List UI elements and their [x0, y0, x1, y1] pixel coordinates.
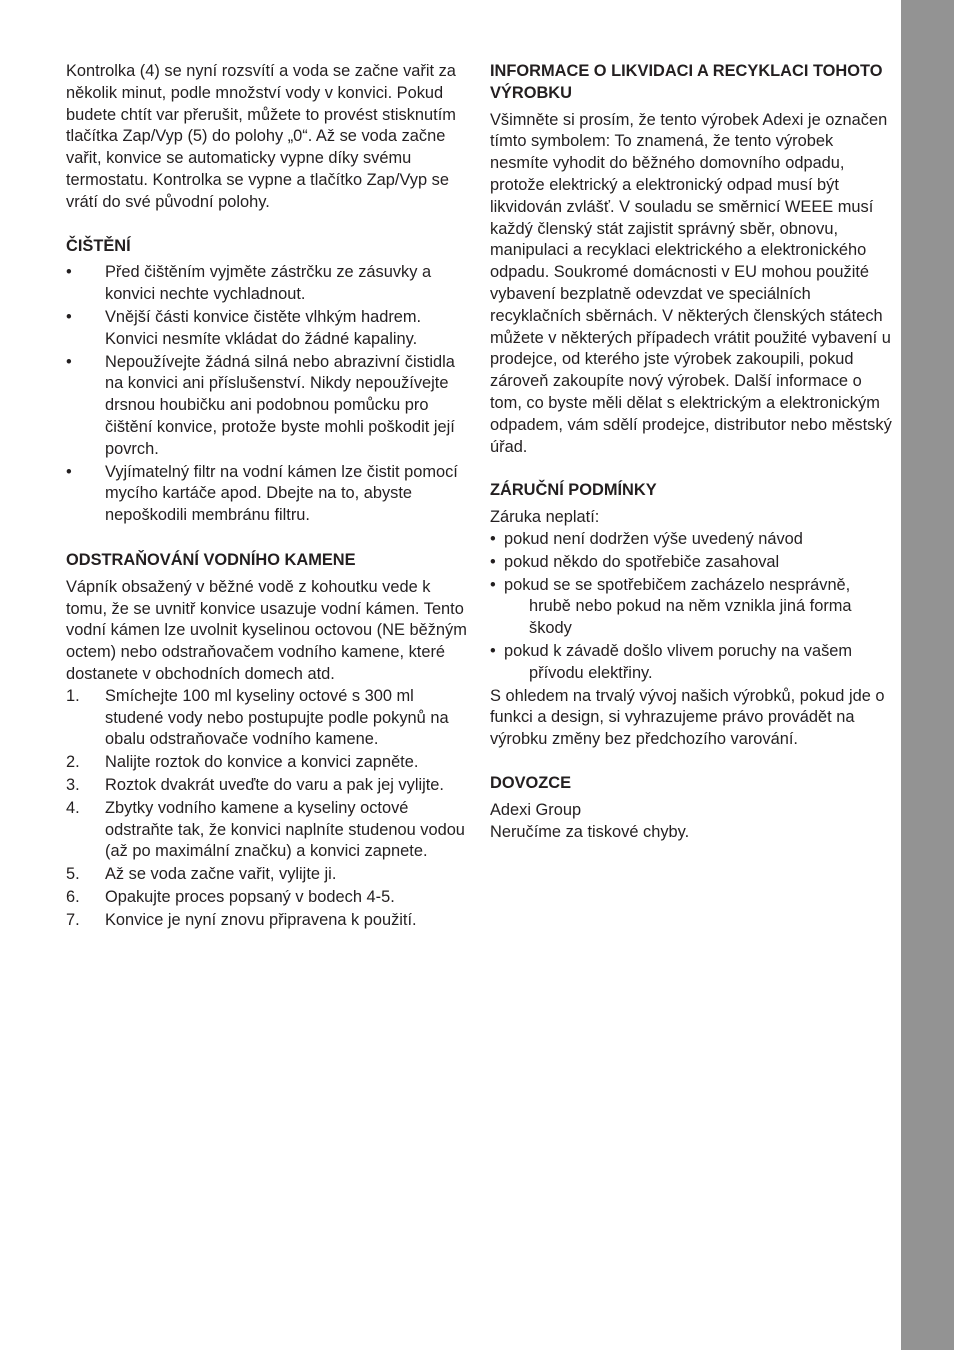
step-number: 4.	[66, 798, 80, 817]
bullet-mark: •	[66, 462, 72, 481]
list-item	[66, 864, 470, 886]
list-item	[490, 575, 892, 640]
step-number: 5.	[66, 865, 80, 884]
step-number: 3.	[66, 775, 80, 794]
list-item-text: pokud není dodržen výše uvedený návod	[504, 529, 803, 548]
step-number: 1.	[66, 686, 80, 705]
list-item	[490, 641, 892, 685]
disposal-paragraph: Všimněte si prosím, že tento výrobek Adexi je označen tímto symbolem: To znamená, že tento výrobek nesmíte vyhodit do běžného domovního odpadu, protože elektrický a elektronický odpad musí být likvidován zvlášť. V souladu se směrnicí WEEE musí každý členský stát zajistit správný sběr, obnovu, manipulaci a recyklaci elektrického a elektronického odpadu. Soukromé domácnosti v EU mohou použité vybavení bezplatně odevzdat ve speciálních recyklačních sběrnách. V některých členských státech můžete v některých případech vrátit použité vybavení u prodejce, od kterého jste výrobek zakoupili, pokud zároveň zakoupíte nový výrobek. Další informace o tom, co byste měli dělat s elektrickým a elektronickým odpadem, vám sdělí prodejce, distributor nebo městský úřad.	[490, 110, 892, 456]
bullet-mark: •	[490, 575, 496, 594]
list-item-text: Nepoužívejte žádná silná nebo abrazivní čistidla na konvici ani příslušenství. Nikdy nepoužívejte drsnou houbičku ani podobnou pomůcku pro čištění konvice, protože byste mohli poškodit její povrch.	[105, 352, 455, 458]
step-number: 7.	[66, 910, 80, 929]
importer-company: Adexi Group	[490, 800, 582, 819]
list-item	[66, 686, 470, 751]
list-item	[66, 352, 470, 461]
step-text: Zbytky vodního kamene a kyseliny octové odstraňte tak, že konvici naplníte studenou vodou (až po maximální značku) a konvici zapnete.	[105, 798, 465, 861]
list-item-text: Před čištěním vyjměte zástrčku ze zásuvky a konvici nechte vychladnout.	[105, 263, 432, 304]
step-text: Smíchejte 100 ml kyseliny octové s 300 ml studené vody nebo postupujte podle pokynů na obalu odstraňovače vodního kamene.	[105, 686, 449, 749]
step-number: 2.	[66, 753, 80, 772]
step-text: Nalijte roztok do konvice a konvici zapněte.	[105, 753, 419, 772]
step-text: Až se voda začne vařit, vylijte ji.	[105, 865, 337, 884]
list-item	[66, 775, 470, 797]
descaling-intro: Vápník obsažený v běžné vodě z kohoutku vede k tomu, že se uvnitř konvice usazuje vodní kámen. Tento vodní kámen lze uvolnit kyselinou octovou (NE běžným octem) nebo odstraňovačem vodního kamene, které dostanete v obchodních domech atd.	[66, 577, 467, 683]
list-item	[66, 262, 470, 306]
list-item	[66, 462, 470, 527]
list-item	[66, 798, 470, 863]
step-number: 6.	[66, 887, 80, 906]
intro-paragraph: Kontrolka (4) se nyní rozsvítí a voda se začne vařit za několik minut, podle množství vody v konvici. Pokud budete chtít var přerušit, můžete to provést stisknutím tlačítka Zap/Vyp (5) do polohy „0“. Až se voda začne vařit, konvice se automaticky vypne díky svému termostatu. Kontrolka se vypne a tlačítko Zap/Vyp se vrátí do své původní polohy.	[66, 62, 456, 211]
list-item-text: Vyjímatelný filtr na vodní kámen lze čistit pomocí mycího kartáče apod. Dbejte na to, abyste nepoškodili membránu filtru.	[105, 462, 458, 525]
bullet-mark: •	[490, 641, 496, 660]
warranty-heading: ZÁRUČNÍ PODMÍNKY	[490, 481, 657, 500]
warranty-list	[490, 529, 892, 685]
list-item	[490, 552, 892, 574]
list-item	[66, 910, 470, 932]
list-item-text: pokud k závadě došlo vlivem poruchy na vašem přívodu elektřiny.	[504, 641, 853, 682]
importer-disclaimer: Neručíme za tiskové chyby.	[490, 822, 690, 841]
list-item-text: pokud někdo do spotřebiče zasahoval	[504, 552, 780, 571]
list-item	[66, 752, 470, 774]
descaling-heading: ODSTRAŇOVÁNÍ VODNÍHO KAMENE	[66, 550, 356, 569]
left-column	[66, 61, 470, 932]
bullet-mark: •	[490, 529, 496, 548]
bullet-mark: •	[66, 352, 72, 371]
disposal-heading: INFORMACE O LIKVIDACI A RECYKLACI TOHOTO VÝROBKU	[490, 62, 883, 102]
step-text: Roztok dvakrát uveďte do varu a pak jej vylijte.	[105, 775, 444, 794]
right-column	[490, 61, 892, 843]
warranty-intro: Záruka neplatí:	[490, 508, 600, 527]
bullet-mark: •	[66, 307, 72, 326]
bullet-mark: •	[490, 552, 496, 571]
page-side-band	[901, 0, 954, 1350]
warranty-outro: S ohledem na trvalý vývoj našich výrobků, pokud jde o funkci a design, si vyhrazujeme právo provádět na výrobku změny bez předchozího varování.	[490, 686, 885, 749]
descaling-steps	[66, 686, 470, 932]
step-text: Konvice je nyní znovu připravena k použití.	[105, 910, 417, 929]
cleaning-list	[66, 262, 470, 527]
list-item	[66, 887, 470, 909]
importer-heading: DOVOZCE	[490, 773, 572, 792]
cleaning-heading: ČIŠTĚNÍ	[66, 236, 131, 255]
bullet-mark: •	[66, 263, 72, 282]
list-item-text: pokud se se spotřebičem zacházelo nesprávně, hrubě nebo pokud na něm vznikla jiná forma škody	[504, 575, 852, 638]
list-item	[490, 529, 892, 551]
step-text: Opakujte proces popsaný v bodech 4-5.	[105, 887, 395, 906]
list-item	[66, 307, 470, 351]
list-item-text: Vnější části konvice čistěte vlhkým hadrem. Konvici nesmíte vkládat do žádné kapaliny.	[105, 307, 422, 348]
